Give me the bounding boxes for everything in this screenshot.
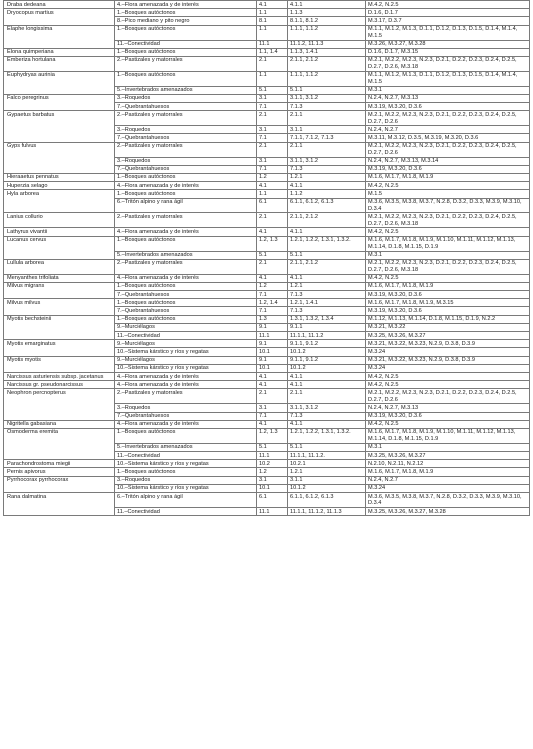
species-name-cell: Lathyrus vivantii xyxy=(4,228,115,236)
action-code-cell: 6.1.1, 6.1.2, 6.1.3 xyxy=(288,493,366,508)
action-code-cell: 11.1.1, 11.1.2 xyxy=(288,332,366,340)
measures-cell: M.4.2, N.2.5 xyxy=(366,420,530,428)
table-row xyxy=(4,173,530,181)
measures-cell: M.3.24 xyxy=(366,348,530,356)
objective-cell: 7.–Quebrantahuesos xyxy=(115,291,257,299)
table-row xyxy=(4,468,530,476)
objective-cell: 11.–Conectividad xyxy=(115,452,257,460)
action-code-cell: 3.1.1 xyxy=(288,126,366,134)
measures-cell: M.3.24 xyxy=(366,484,530,492)
species-name-cell: Falco peregrinus xyxy=(4,94,115,110)
goal-code-cell: 1.2 xyxy=(257,173,288,181)
objective-cell: 1.–Bosques autóctonos xyxy=(115,468,257,476)
goal-code-cell: 9.1 xyxy=(257,323,288,331)
objective-cell: 7.–Quebrantahuesos xyxy=(115,134,257,142)
action-code-cell: 7.1.3 xyxy=(288,291,366,299)
table-row xyxy=(4,259,530,274)
species-name-cell: Lanius collurio xyxy=(4,213,115,228)
document-page xyxy=(3,0,529,516)
objective-cell: 5.–Invertebrados amenazados xyxy=(115,443,257,451)
table-row xyxy=(4,111,530,126)
goal-code-cell: 4.1 xyxy=(257,228,288,236)
measures-cell: M.3.17, D.3.7 xyxy=(366,17,530,25)
measures-cell: M.4.2, N.2.5 xyxy=(366,228,530,236)
objective-cell: 10.–Sistema kárstico y ríos y regatas xyxy=(115,460,257,468)
action-code-cell: 1.1.1, 1.1.2 xyxy=(288,25,366,40)
goal-code-cell: 1.1, 1.4 xyxy=(257,48,288,56)
measures-cell: M.1.5 xyxy=(366,190,530,198)
measures-cell: M.3.19, M.3.20, D.3.6 xyxy=(366,103,530,111)
species-name-cell: Gypaetus barbatus xyxy=(4,111,115,142)
goal-code-cell: 7.1 xyxy=(257,165,288,173)
table-row xyxy=(4,356,530,364)
goal-code-cell: 3.1 xyxy=(257,404,288,412)
measures-cell: M.2.1, M.2.2, M.2.3, N.2.3, D.2.1, D.2.2, D.2.3, D.2.4, D.2.5, D.2.7, D.2.6 xyxy=(366,142,530,157)
measures-cell: M.4.2, N.2.5 xyxy=(366,182,530,190)
objective-cell: 4.–Flora amenazada y de interés xyxy=(115,373,257,381)
goal-code-cell: 4.1 xyxy=(257,373,288,381)
objective-cell: 1.–Bosques autóctonos xyxy=(115,25,257,40)
measures-cell: M.1.1, M.1.2, M.1.3, D.1.1, D.1.2, D.1.3, D.1.5, D.1.4, M.1.4, M.1.5 xyxy=(366,25,530,40)
measures-cell: M.3.24 xyxy=(366,364,530,372)
species-name-cell: Parachondrostoma miegii xyxy=(4,460,115,468)
table-row xyxy=(4,228,530,236)
measures-cell: M.1.6, M.1.7, M.1.8, M.1.9 xyxy=(366,282,530,290)
goal-code-cell: 10.1 xyxy=(257,364,288,372)
objective-cell: 7.–Quebrantahuesos xyxy=(115,412,257,420)
goal-code-cell: 6.1 xyxy=(257,198,288,213)
species-name-cell: Elaphe longissima xyxy=(4,25,115,48)
objective-cell: 4.–Flora amenazada y de interés xyxy=(115,274,257,282)
objective-cell: 7.–Quebrantahuesos xyxy=(115,103,257,111)
species-name-cell: Milvus migrans xyxy=(4,282,115,298)
measures-cell: D.1.6, D.1.7, M.3.15 xyxy=(366,48,530,56)
action-code-cell: 7.1.3 xyxy=(288,412,366,420)
action-code-cell: 10.1.2 xyxy=(288,348,366,356)
species-name-cell: Elona quimperiana xyxy=(4,48,115,56)
measures-cell: M.3.25, M.3.26, M.3.27 xyxy=(366,332,530,340)
table-row xyxy=(4,213,530,228)
measures-cell: M.1.6, M.1.7, M.1.8, M.1.9, M.1.10, M.1.11, M.1.12, M.1.13, M.1.14, D.1.8, M.1.15, D.1.9 xyxy=(366,236,530,251)
goal-code-cell: 1.3 xyxy=(257,315,288,323)
action-code-cell: 2.1.1, 2.1.2 xyxy=(288,213,366,228)
species-measures-table xyxy=(3,0,530,516)
objective-cell: 10.–Sistema kárstico y ríos y regatas xyxy=(115,484,257,492)
measures-cell: M.2.1, M.2.2, M.2.3, N.2.3, D.2.1, D.2.2, D.2.3, D.2.4, D.2.5, D.2.7, D.2.6, M.3.18 xyxy=(366,56,530,71)
measures-cell: M.4.2, N.2.5 xyxy=(366,1,530,9)
measures-cell: M.3.21, M.3.22 xyxy=(366,323,530,331)
goal-code-cell: 7.1 xyxy=(257,291,288,299)
goal-code-cell: 2.1 xyxy=(257,389,288,404)
objective-cell: 1.–Bosques autóctonos xyxy=(115,173,257,181)
objective-cell: 2.–Pastizales y matorrales xyxy=(115,56,257,71)
action-code-cell: 4.1.1 xyxy=(288,381,366,389)
goal-code-cell: 4.1 xyxy=(257,381,288,389)
objective-cell: 8.–Pico mediano y pito negro xyxy=(115,17,257,25)
goal-code-cell: 1.2 xyxy=(257,282,288,290)
goal-code-cell: 7.1 xyxy=(257,103,288,111)
measures-cell: M.1.6, M.1.7, M.1.8, M.1.9, M.1.10, M.1.11, M.1.12, M.1.13, M.1.14, D.1.8, M.1.15, D.1.9 xyxy=(366,428,530,443)
goal-code-cell: 1.1 xyxy=(257,9,288,17)
table-row xyxy=(4,476,530,484)
action-code-cell: 7.1.3 xyxy=(288,307,366,315)
species-name-cell: Myotis emarginatus xyxy=(4,340,115,356)
action-code-cell: 4.1.1 xyxy=(288,182,366,190)
goal-code-cell: 11.1 xyxy=(257,332,288,340)
goal-code-cell: 3.1 xyxy=(257,94,288,102)
objective-cell: 3.–Roquedos xyxy=(115,157,257,165)
species-name-cell: Myotis bechsteinii xyxy=(4,315,115,340)
measures-cell: N.2.4, N.2.7, M.3.13 xyxy=(366,94,530,102)
action-code-cell: 1.3.1, 1.3.2, 1.3.4 xyxy=(288,315,366,323)
action-code-cell: 3.1.1, 3.1.2 xyxy=(288,94,366,102)
action-code-cell: 1.2.1 xyxy=(288,282,366,290)
action-code-cell: 2.1.1, 2.1.2 xyxy=(288,259,366,274)
measures-cell: M.3.6, M.3.5, M.3.8, M.3.7, N.2.8, D.3.2, D.3.3, M.3.9, M.3.10, D.3.4 xyxy=(366,198,530,213)
goal-code-cell: 11.1 xyxy=(257,508,288,516)
species-name-cell: Pernis apivorus xyxy=(4,468,115,476)
measures-cell: M.3.19, M.3.20, D.3.6 xyxy=(366,291,530,299)
table-row xyxy=(4,282,530,290)
measures-cell: M.1.6, M.1.7, M.1.8, M.1.9 xyxy=(366,468,530,476)
table-row xyxy=(4,182,530,190)
goal-code-cell: 4.1 xyxy=(257,420,288,428)
species-name-cell: Rana dalmatina xyxy=(4,493,115,516)
goal-code-cell: 7.1 xyxy=(257,134,288,142)
action-code-cell: 11.1.1, 11.1.2. xyxy=(288,452,366,460)
measures-cell: M.3.25, M.3.26, M.3.27 xyxy=(366,452,530,460)
table-row xyxy=(4,1,530,9)
action-code-cell: 2.1.1, 2.1.2 xyxy=(288,56,366,71)
species-name-cell: Hieraaetus pennatus xyxy=(4,173,115,181)
measures-cell: M.3.25, M.3.26, M.3.27, M.3.28 xyxy=(366,508,530,516)
goal-code-cell: 5.1 xyxy=(257,86,288,94)
measures-cell: N.2.4, N.2.7 xyxy=(366,476,530,484)
goal-code-cell: 7.1 xyxy=(257,307,288,315)
action-code-cell: 10.2.1 xyxy=(288,460,366,468)
action-code-cell: 10.1.2 xyxy=(288,484,366,492)
goal-code-cell: 10.2 xyxy=(257,460,288,468)
objective-cell: 4.–Flora amenazada y de interés xyxy=(115,420,257,428)
goal-code-cell: 9.1 xyxy=(257,340,288,348)
species-name-cell: Emberiza hortulana xyxy=(4,56,115,71)
species-name-cell: Lucanus cervus xyxy=(4,236,115,259)
action-code-cell: 11.1.1, 11.1.2, 11.1.3 xyxy=(288,508,366,516)
goal-code-cell: 11.1 xyxy=(257,452,288,460)
goal-code-cell: 8.1 xyxy=(257,17,288,25)
species-name-cell: Milvus milvus xyxy=(4,299,115,315)
action-code-cell: 1.1.3, 1.4.1 xyxy=(288,48,366,56)
table-row xyxy=(4,460,530,468)
objective-cell: 4.–Flora amenazada y de interés xyxy=(115,1,257,9)
goal-code-cell: 4.1 xyxy=(257,274,288,282)
species-name-cell: Neophron percnopterus xyxy=(4,389,115,420)
table-row xyxy=(4,299,530,307)
table-row xyxy=(4,9,530,17)
table-row xyxy=(4,420,530,428)
action-code-cell: 2.1.1 xyxy=(288,389,366,404)
objective-cell: 2.–Pastizales y matorrales xyxy=(115,142,257,157)
species-name-cell: Narcissus gr. pseudonarcissus xyxy=(4,381,115,389)
species-name-cell: Osmoderma eremita xyxy=(4,428,115,459)
action-code-cell: 1.2.1 xyxy=(288,173,366,181)
objective-cell: 7.–Quebrantahuesos xyxy=(115,165,257,173)
measures-cell: M.3.6, M.3.5, M.3.8, M.3.7, N.2.8, D.3.2, D.3.3, M.3.9, M.3.10, D.3.4 xyxy=(366,493,530,508)
measures-cell: D.1.6, D.1.7 xyxy=(366,9,530,17)
table-row xyxy=(4,373,530,381)
measures-cell: N.2.4, N.2.7, M.3.13, M.3.14 xyxy=(366,157,530,165)
action-code-cell: 2.1.1 xyxy=(288,111,366,126)
measures-cell: M.3.1 xyxy=(366,86,530,94)
action-code-cell: 1.2.1, 1.2.2, 1.3.1, 1.3.2. xyxy=(288,236,366,251)
table-row xyxy=(4,25,530,40)
action-code-cell: 1.1.1, 1.1.2 xyxy=(288,71,366,86)
action-code-cell: 4.1.1 xyxy=(288,1,366,9)
measures-cell: M.2.1, M.2.2, M.2.3, N.2.3, D.2.1, D.2.2, D.2.3, D.2.4, D.2.5, D.2.7, D.2.6 xyxy=(366,111,530,126)
action-code-cell: 7.1.3 xyxy=(288,103,366,111)
objective-cell: 10.–Sistema kárstico y ríos y regatas xyxy=(115,364,257,372)
goal-code-cell: 2.1 xyxy=(257,56,288,71)
measures-cell: M.3.26, M.3.27, M.3.28 xyxy=(366,40,530,48)
table-row xyxy=(4,381,530,389)
objective-cell: 1.–Bosques autóctonos xyxy=(115,190,257,198)
objective-cell: 11.–Conectividad xyxy=(115,40,257,48)
objective-cell: 4.–Flora amenazada y de interés xyxy=(115,182,257,190)
objective-cell: 1.–Bosques autóctonos xyxy=(115,236,257,251)
table-row xyxy=(4,340,530,348)
objective-cell: 3.–Roquedos xyxy=(115,126,257,134)
goal-code-cell: 3.1 xyxy=(257,126,288,134)
table-row xyxy=(4,71,530,86)
species-name-cell: Gyps fulvus xyxy=(4,142,115,173)
action-code-cell: 7.1.3 xyxy=(288,165,366,173)
table-row xyxy=(4,190,530,198)
action-code-cell: 3.1.1, 3.1.2 xyxy=(288,157,366,165)
action-code-cell: 4.1.1 xyxy=(288,228,366,236)
table-row xyxy=(4,56,530,71)
goal-code-cell: 2.1 xyxy=(257,142,288,157)
action-code-cell: 6.1.1, 6.1.2, 6.1.3 xyxy=(288,198,366,213)
action-code-cell: 4.1.1 xyxy=(288,373,366,381)
goal-code-cell: 1.1 xyxy=(257,25,288,40)
measures-cell: M.2.1, M.2.2, M.2.3, N.2.3, D.2.1, D.2.2, D.2.3, D.2.4, D.2.5, D.2.7, D.2.6, M.3.18 xyxy=(366,259,530,274)
goal-code-cell: 1.1 xyxy=(257,190,288,198)
action-code-cell: 5.1.1 xyxy=(288,251,366,259)
goal-code-cell: 1.2 xyxy=(257,468,288,476)
species-name-cell: Lullula arborea xyxy=(4,259,115,274)
goal-code-cell: 11.1 xyxy=(257,40,288,48)
species-name-cell: Draba dedeana xyxy=(4,1,115,9)
action-code-cell: 3.1.1 xyxy=(288,476,366,484)
objective-cell: 1.–Bosques autóctonos xyxy=(115,282,257,290)
goal-code-cell: 5.1 xyxy=(257,443,288,451)
action-code-cell: 2.1.1 xyxy=(288,142,366,157)
goal-code-cell: 10.1 xyxy=(257,348,288,356)
table-row xyxy=(4,315,530,323)
species-name-cell: Euphydryas aurinia xyxy=(4,71,115,94)
species-name-cell: Pyrrhocorax pyrrhocorax xyxy=(4,476,115,492)
objective-cell: 1.–Bosques autóctonos xyxy=(115,299,257,307)
measures-cell: M.1.6, M.1.7, M.1.8, M.1.9, M.3.15 xyxy=(366,299,530,307)
species-name-cell: Huperzia selago xyxy=(4,182,115,190)
goal-code-cell: 10.1 xyxy=(257,484,288,492)
objective-cell: 4.–Flora amenazada y de interés xyxy=(115,381,257,389)
action-code-cell: 3.1.1, 3.1.2 xyxy=(288,404,366,412)
objective-cell: 6.–Tritón alpino y rana ágil xyxy=(115,198,257,213)
goal-code-cell: 1.2, 1.3 xyxy=(257,428,288,443)
measures-cell: M.1.6, M.1.7, M.1.8, M.1.9 xyxy=(366,173,530,181)
goal-code-cell: 2.1 xyxy=(257,213,288,228)
action-code-cell: 1.2.1, 1.4.1 xyxy=(288,299,366,307)
species-name-cell: Dryocopus martius xyxy=(4,9,115,25)
goal-code-cell: 1.2, 1.3 xyxy=(257,236,288,251)
action-code-cell: 1.2.1, 1.2.2, 1.3.1, 1.3.2. xyxy=(288,428,366,443)
measures-cell: M.3.1 xyxy=(366,251,530,259)
objective-cell: 4.–Flora amenazada y de interés xyxy=(115,228,257,236)
goal-code-cell: 4.1 xyxy=(257,182,288,190)
objective-cell: 9.–Murciélagos xyxy=(115,356,257,364)
action-code-cell: 4.1.1 xyxy=(288,420,366,428)
action-code-cell: 5.1.1 xyxy=(288,443,366,451)
species-name-cell: Myotis myotis xyxy=(4,356,115,372)
objective-cell: 9.–Murciélagos xyxy=(115,340,257,348)
table-row xyxy=(4,493,530,508)
objective-cell: 1.–Bosques autóctonos xyxy=(115,315,257,323)
goal-code-cell: 4.1 xyxy=(257,1,288,9)
objective-cell: 2.–Pastizales y matorrales xyxy=(115,259,257,274)
goal-code-cell: 6.1 xyxy=(257,493,288,508)
objective-cell: 5.–Invertebrados amenazados xyxy=(115,251,257,259)
measures-cell: N.2.4, N.2.7 xyxy=(366,126,530,134)
objective-cell: 2.–Pastizales y matorrales xyxy=(115,389,257,404)
goal-code-cell: 5.1 xyxy=(257,251,288,259)
objective-cell: 1.–Bosques autóctonos xyxy=(115,71,257,86)
action-code-cell: 5.1.1 xyxy=(288,86,366,94)
objective-cell: 10.–Sistema kárstico y ríos y regatas xyxy=(115,348,257,356)
goal-code-cell: 7.1 xyxy=(257,412,288,420)
measures-cell: M.3.21, M.3.22, M.3.23, N.2.9, D.3.8, D.3.9 xyxy=(366,340,530,348)
species-name-cell: Nigritella gabasiana xyxy=(4,420,115,428)
action-code-cell: 9.1.1, 9.1.2 xyxy=(288,356,366,364)
objective-cell: 11.–Conectividad xyxy=(115,508,257,516)
goal-code-cell: 9.1 xyxy=(257,356,288,364)
objective-cell: 5.–Invertebrados amenazados xyxy=(115,86,257,94)
table-row xyxy=(4,94,530,102)
objective-cell: 1.–Bosques autóctonos xyxy=(115,48,257,56)
measures-cell: M.4.2, N.2.5 xyxy=(366,373,530,381)
measures-cell: M.4.2, N.2.5 xyxy=(366,381,530,389)
objective-cell: 9.–Murciélagos xyxy=(115,323,257,331)
species-name-cell: Narcissus asturiensis subsp. jacetanus xyxy=(4,373,115,381)
objective-cell: 1.–Bosques autóctonos xyxy=(115,9,257,17)
goal-code-cell: 1.1 xyxy=(257,71,288,86)
measures-cell: M.3.21, M.3.22, M.3.23, N.2.9, D.3.8, D.3.9 xyxy=(366,356,530,364)
goal-code-cell: 2.1 xyxy=(257,111,288,126)
action-code-cell: 1.2.1 xyxy=(288,468,366,476)
measures-cell: N.2.10, N.2.11, N.2.12 xyxy=(366,460,530,468)
table-row xyxy=(4,428,530,443)
measures-cell: N.2.4, N.2.7, M.3.13 xyxy=(366,404,530,412)
action-code-cell: 7.1.1, 7.1.2, 7.1.3 xyxy=(288,134,366,142)
objective-cell: 2.–Pastizales y matorrales xyxy=(115,111,257,126)
table-row xyxy=(4,142,530,157)
action-code-cell: 9.1.1, 9.1.2 xyxy=(288,340,366,348)
objective-cell: 3.–Roquedos xyxy=(115,476,257,484)
objective-cell: 3.–Roquedos xyxy=(115,94,257,102)
objective-cell: 2.–Pastizales y matorrales xyxy=(115,213,257,228)
action-code-cell: 11.1.2, 11.1.3 xyxy=(288,40,366,48)
goal-code-cell: 2.1 xyxy=(257,259,288,274)
species-name-cell: Menyanthes trifoliata xyxy=(4,274,115,282)
measures-cell: M.3.11, M.3.12, D.3.5, M.3.19, M.3.20, D.3.6 xyxy=(366,134,530,142)
table-row xyxy=(4,48,530,56)
action-code-cell: 1.1.2 xyxy=(288,190,366,198)
measures-cell: M.2.1, M.2.2, M.2.3, N.2.3, D.2.1, D.2.2, D.2.3, D.2.4, D.2.5, D.2.7, D.2.6, M.3.18 xyxy=(366,213,530,228)
measures-cell: M.2.1, M.2.2, M.2.3, N.2.3, D.2.1, D.2.2, D.2.3, D.2.4, D.2.5, D.2.7, D.2.6 xyxy=(366,389,530,404)
objective-cell: 6.–Tritón alpino y rana ágil xyxy=(115,493,257,508)
measures-cell: M.1.12, M.1.13, M.1.14, D.1.8, M.1.15, D.1.9, N.2.2 xyxy=(366,315,530,323)
table-row xyxy=(4,389,530,404)
action-code-cell: 4.1.1 xyxy=(288,274,366,282)
measures-cell: M.1.1, M.1.2, M.1.3, D.1.1, D.1.2, D.1.3, D.1.5, D.1.4, M.1.4, M.1.5 xyxy=(366,71,530,86)
action-code-cell: 10.1.2 xyxy=(288,364,366,372)
goal-code-cell: 3.1 xyxy=(257,157,288,165)
objective-cell: 1.–Bosques autóctonos xyxy=(115,428,257,443)
action-code-cell: 8.1.1, 8.1.2 xyxy=(288,17,366,25)
measures-cell: M.3.19, M.3.20, D.3.6 xyxy=(366,412,530,420)
objective-cell: 3.–Roquedos xyxy=(115,404,257,412)
objective-cell: 11.–Conectividad xyxy=(115,332,257,340)
measures-cell: M.3.19, M.3.20, D.3.6 xyxy=(366,307,530,315)
table-row xyxy=(4,274,530,282)
table-row xyxy=(4,236,530,251)
goal-code-cell: 3.1 xyxy=(257,476,288,484)
species-name-cell: Hyla arborea xyxy=(4,190,115,213)
measures-cell: M.4.2, N.2.5 xyxy=(366,274,530,282)
goal-code-cell: 1.2, 1.4 xyxy=(257,299,288,307)
measures-cell: M.3.1 xyxy=(366,443,530,451)
objective-cell: 7.–Quebrantahuesos xyxy=(115,307,257,315)
measures-cell: M.3.19, M.3.20, D.3.6 xyxy=(366,165,530,173)
action-code-cell: 1.1.3 xyxy=(288,9,366,17)
table-body xyxy=(4,1,530,516)
action-code-cell: 9.1.1 xyxy=(288,323,366,331)
